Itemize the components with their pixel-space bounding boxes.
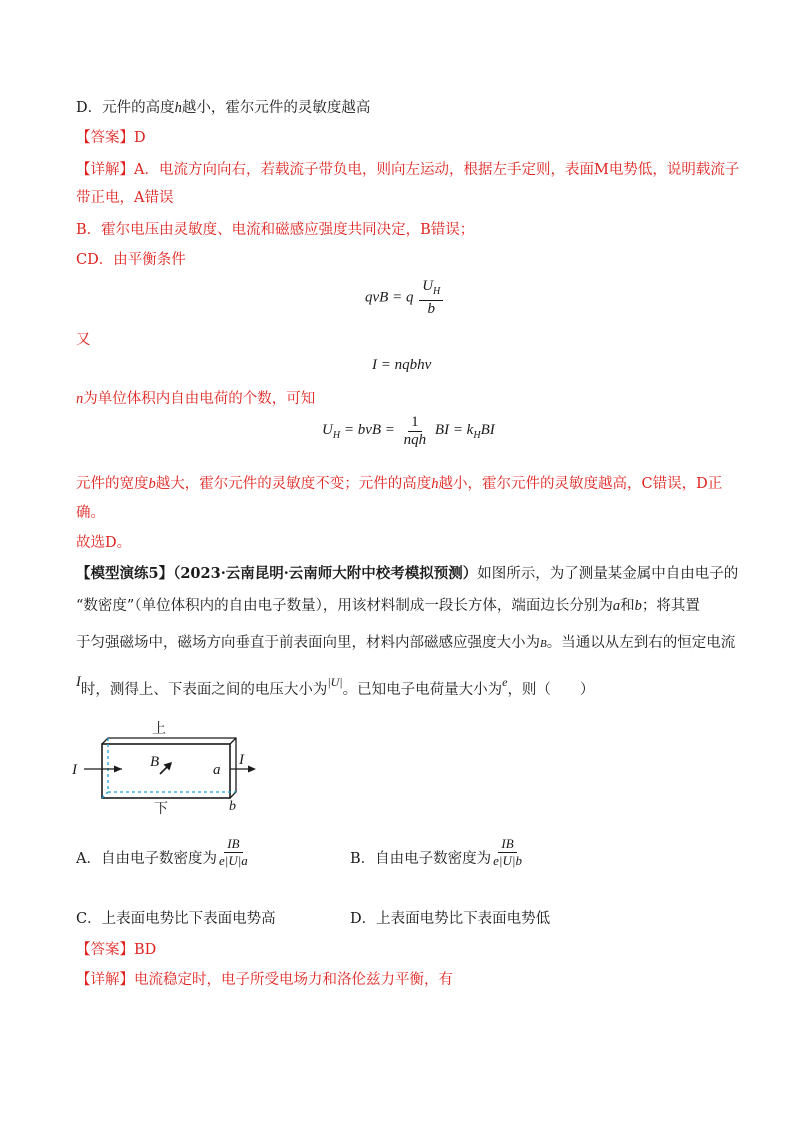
bottom-surface-label: 下	[154, 801, 168, 817]
question-line-1: 【模型演练5】（2023·云南昆明·云南师大附中校考模拟预测）如图所示，为了测量某金属中自由电子的	[76, 565, 739, 582]
current-in-label: I	[72, 762, 77, 778]
option-c[interactable]: C．上表面电势比下表面电势高	[76, 911, 276, 927]
also-label: 又	[76, 332, 91, 348]
detail2-line: 【详解】电流稳定时，电子所受电场力和洛伦兹力平衡，有	[76, 972, 453, 988]
side-a-label: a	[213, 762, 221, 778]
detail-line-1: 【详解】A．电流方向向右，若载流子带负电，则向左运动，根据左手定则，表面M电势低，说明载流子	[76, 162, 740, 178]
side-b-label: b	[229, 799, 236, 814]
option-b[interactable]: B．自由电子数密度为 $\frac{IB}{e|U|b}$	[350, 836, 522, 868]
equation-hall-voltage: $U_H$ = bvB = $\frac{1}{\text{nqh}}$ BI = $k_HBI$	[322, 414, 495, 448]
detail-line-3: B．霍尔电压由灵敏度、电流和磁感应强度共同决定，B错误；	[76, 222, 475, 238]
equation-current: I = nqbhv	[372, 357, 432, 373]
conclusion-line-1: 元件的宽度b越大，霍尔元件的灵敏度不变；元件的高度h越小，霍尔元件的灵敏度越高，C错误，D正	[76, 476, 723, 492]
choose-answer: 故选D。	[76, 535, 132, 551]
equation-balance: qvB = q $\frac{U_H}{b}$	[365, 278, 445, 318]
corner-edge	[230, 738, 236, 744]
option-d[interactable]: D．上表面电势比下表面电势低	[350, 911, 551, 927]
front-face	[102, 744, 230, 798]
top-surface-label: 上	[152, 721, 166, 737]
option-a[interactable]: A．自由电子数密度为 $\frac{IB}{e|U|a}$	[76, 836, 248, 868]
current-out-label: I	[239, 752, 244, 768]
hidden-corner	[102, 792, 108, 798]
current-out-arrowhead	[248, 766, 256, 773]
detail-line-4: CD．由平衡条件	[76, 252, 186, 268]
question-line-3: 于匀强磁场中，磁场方向垂直于前表面向里，材料内部磁感应强度大小为B。当通以从左到右的恒定电流	[76, 635, 736, 651]
field-label: B	[150, 754, 160, 770]
current-in-arrowhead	[114, 766, 122, 773]
cuboid-diagram	[66, 714, 266, 814]
question-line-2: “数密度”（单位体积内的自由电子数量），用该材料制成一段长方体，端面边长分别为a和b；将其置	[76, 598, 700, 614]
option-d-prev: D．元件的高度h越小，霍尔元件的灵敏度越高	[76, 100, 371, 116]
conclusion-line-2: 确。	[76, 505, 105, 521]
detail-line-2: 带正电，A错误	[76, 190, 174, 206]
n-definition: n为单位体积内自由电荷的个数，可知	[76, 391, 316, 407]
question-line-4: I时，测得上、下表面之间的电压大小为$^{|U|}$。已知电子电荷量大小为$^e$，则（ ）	[76, 674, 595, 698]
answer2-label: 【答案】BD	[76, 942, 157, 958]
answer-label: 【答案】D	[76, 130, 146, 146]
